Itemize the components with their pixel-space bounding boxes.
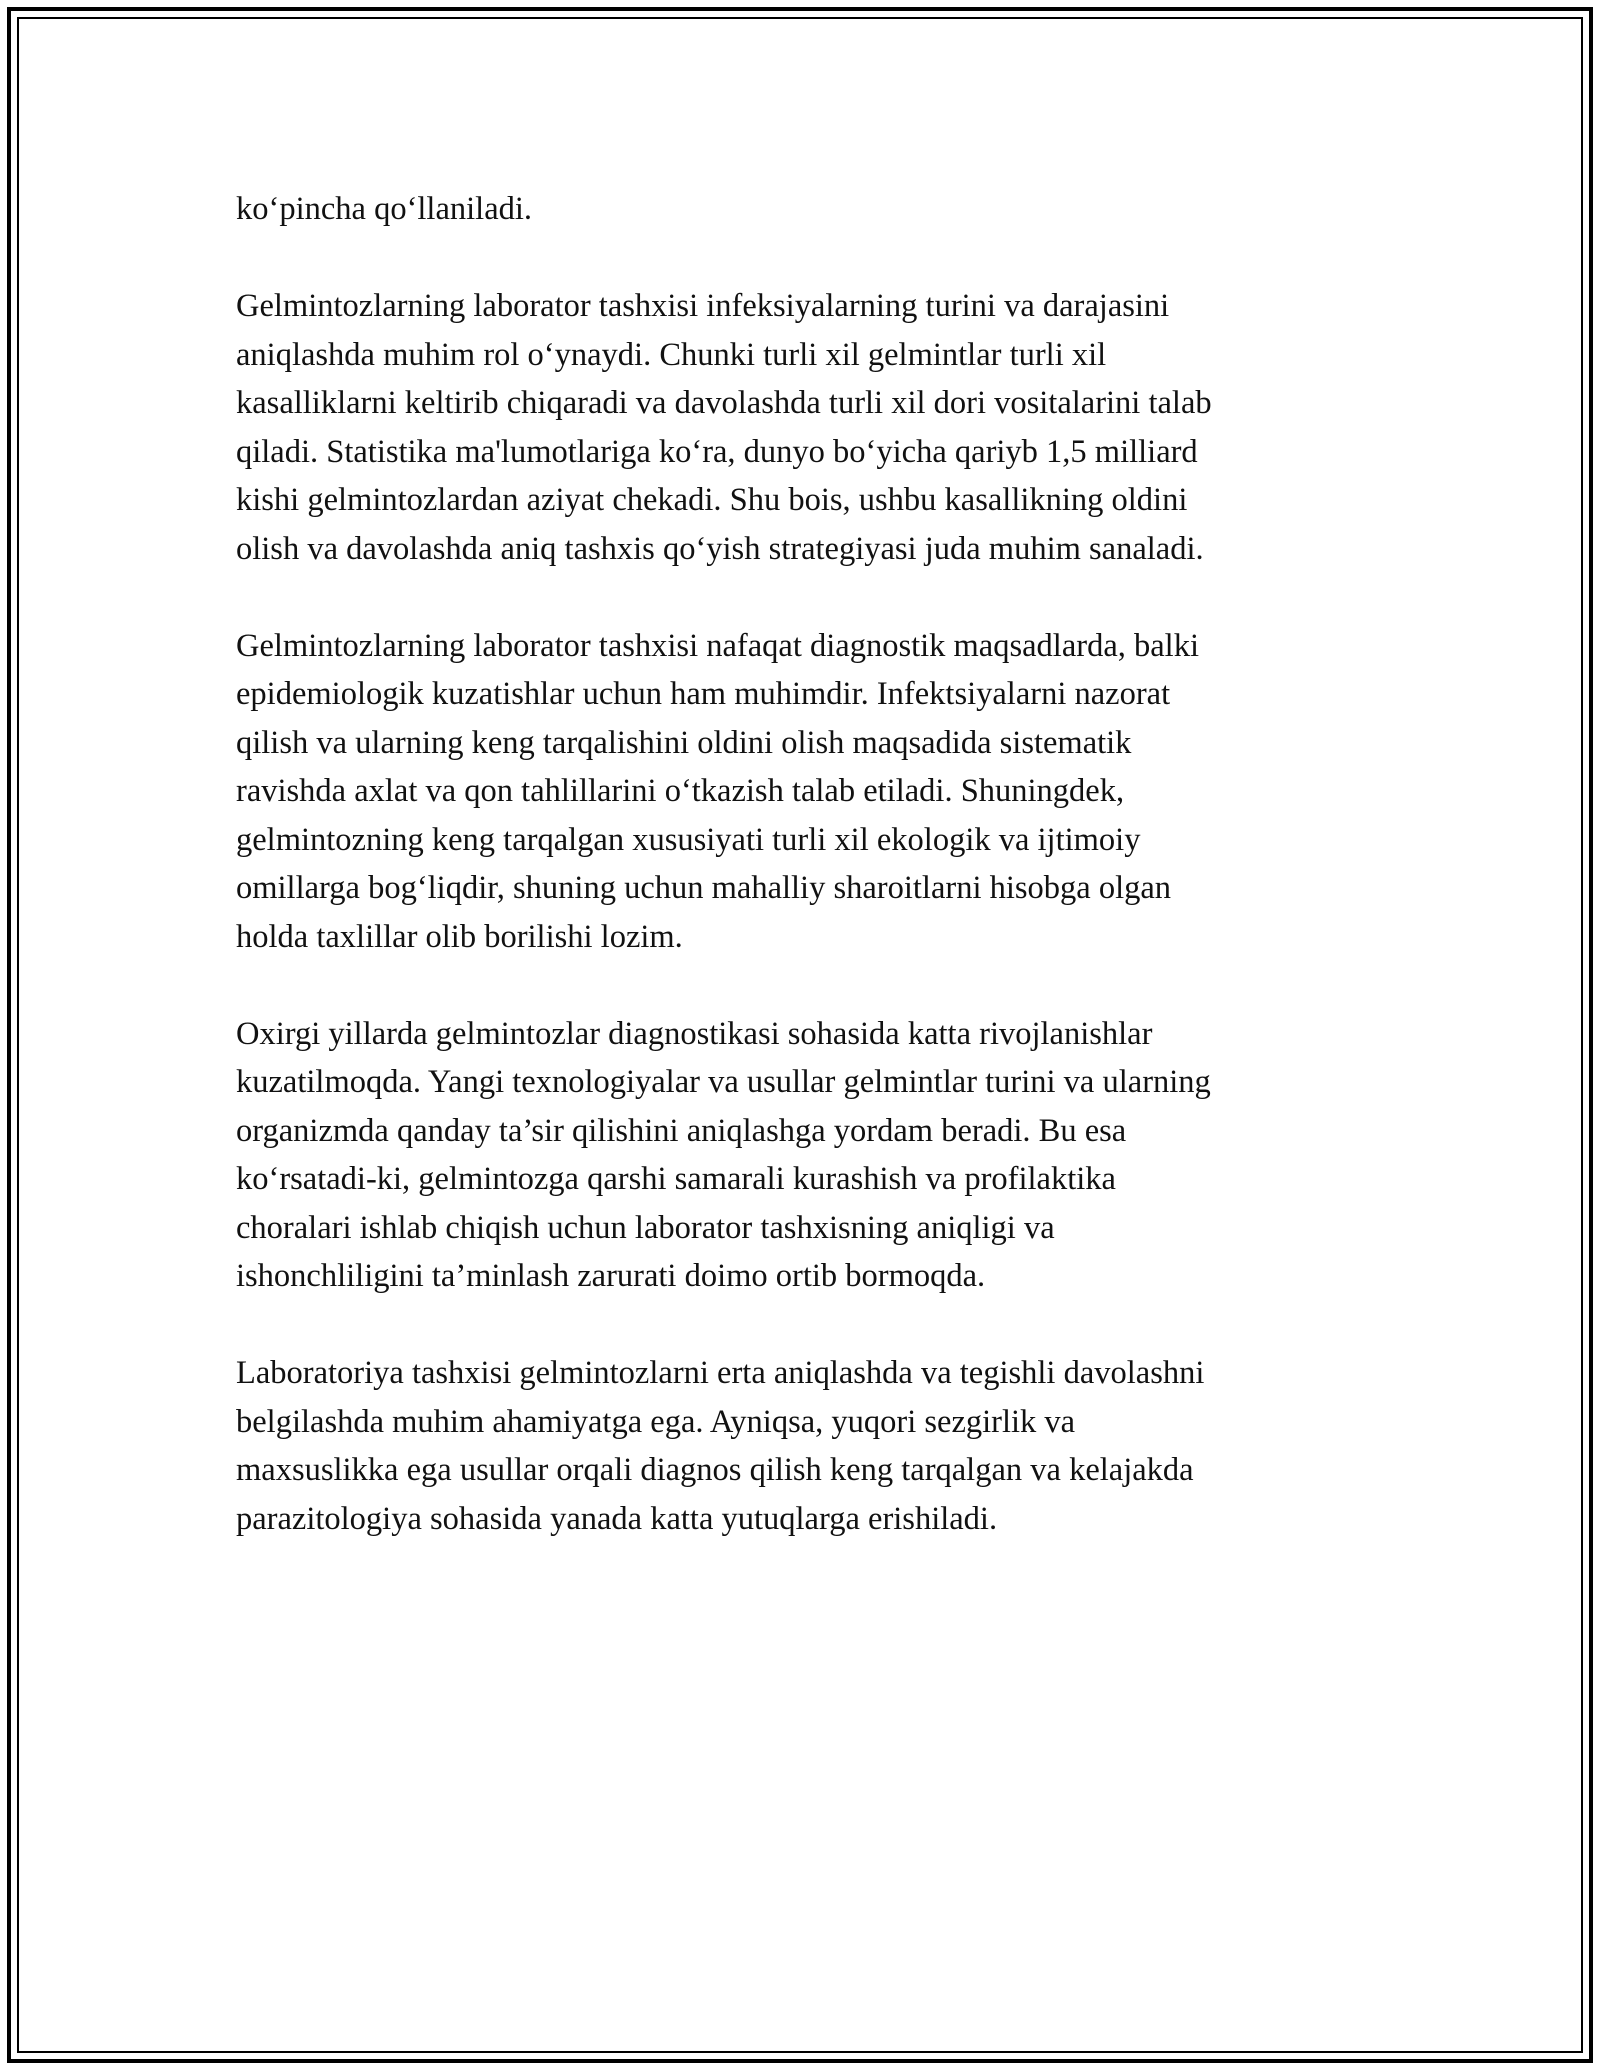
text-line: maxsuslikka ega usullar orqali diagnos qilish keng tarqalgan va kelajakda: [236, 1452, 1194, 1488]
text-line: organizmda qanday ta’sir qilishini aniqlashga yordam beradi. Bu esa: [236, 1112, 1127, 1149]
text-line: kishi gelmintozlardan aziyat chekadi. Shu bois, ushbu kasallikning oldini: [236, 482, 1188, 518]
document-body: [236, 185, 1361, 1592]
paragraph-4: [236, 1010, 1361, 1301]
paragraph-2: [236, 282, 1361, 573]
text-line: kasalliklarni keltirib chiqaradi va davolashda turli xil dori vositalarini talab: [236, 385, 1212, 421]
text-line: gelmintozning keng tarqalgan xususiyati turli xil ekologik va ijtimoiy: [236, 821, 1141, 858]
text-line: aniqlashda muhim rol o‘ynaydi. Chunki turli xil gelmintlar turli xil: [236, 336, 1107, 373]
text-line: holda taxlillar olib borilishi lozim.: [236, 918, 683, 955]
text-line: ko‘pincha qo‘llaniladi.: [236, 191, 533, 227]
text-line: qilish va ularning keng tarqalishini oldini olish maqsadida sistematik: [236, 724, 1132, 761]
text-line: epidemiologik kuzatishlar uchun ham muhimdir. Infektsiyalarni nazorat: [236, 676, 1171, 712]
text-line: omillarga bog‘liqdir, shuning uchun mahalliy sharoitlarni hisobga olgan: [236, 870, 1172, 906]
paragraph-1: [236, 185, 1361, 234]
text-line: ko‘rsatadi-ki, gelmintozga qarshi samarali kurashish va profilaktika: [236, 1161, 1116, 1197]
text-line: olish va davolashda aniq tashxis qo‘yish strategiyasi juda muhim sanaladi.: [236, 530, 1204, 567]
text-line: choralari ishlab chiqish uchun laborator tashxisning aniqligi va: [236, 1209, 1055, 1246]
text-line: Laboratoriya tashxisi gelmintozlarni erta aniqlashda va tegishli davolashni: [236, 1355, 1205, 1391]
text-line: kuzatilmoqda. Yangi texnologiyalar va usullar gelmintlar turini va ularning: [236, 1064, 1211, 1100]
paragraph-5: [236, 1349, 1361, 1543]
text-line: belgilashda muhim ahamiyatga ega. Ayniqsa, yuqori sezgirlik va: [236, 1403, 1076, 1440]
text-line: ishonchliligini ta’minlash zarurati doimo ortib bormoqda.: [236, 1258, 986, 1294]
text-line: ravishda axlat va qon tahlillarini o‘tkazish talab etiladi. Shuningdek,: [236, 773, 1125, 809]
text-line: parazitologiya sohasida yanada katta yutuqlarga erishiladi.: [236, 1500, 998, 1537]
text-line: Gelmintozlarning laborator tashxisi nafaqat diagnostik maqsadlarda, balki: [236, 627, 1199, 664]
text-line: qiladi. Statistika ma'lumotlariga ko‘ra, dunyo bo‘yicha qariyb 1,5 milliard: [236, 433, 1198, 470]
paragraph-3: [236, 622, 1361, 962]
text-line: Oxirgi yillarda gelmintozlar diagnostikasi sohasida katta rivojlanishlar: [236, 1015, 1153, 1052]
text-line: Gelmintozlarning laborator tashxisi infeksiyalarning turini va darajasini: [236, 288, 1170, 324]
